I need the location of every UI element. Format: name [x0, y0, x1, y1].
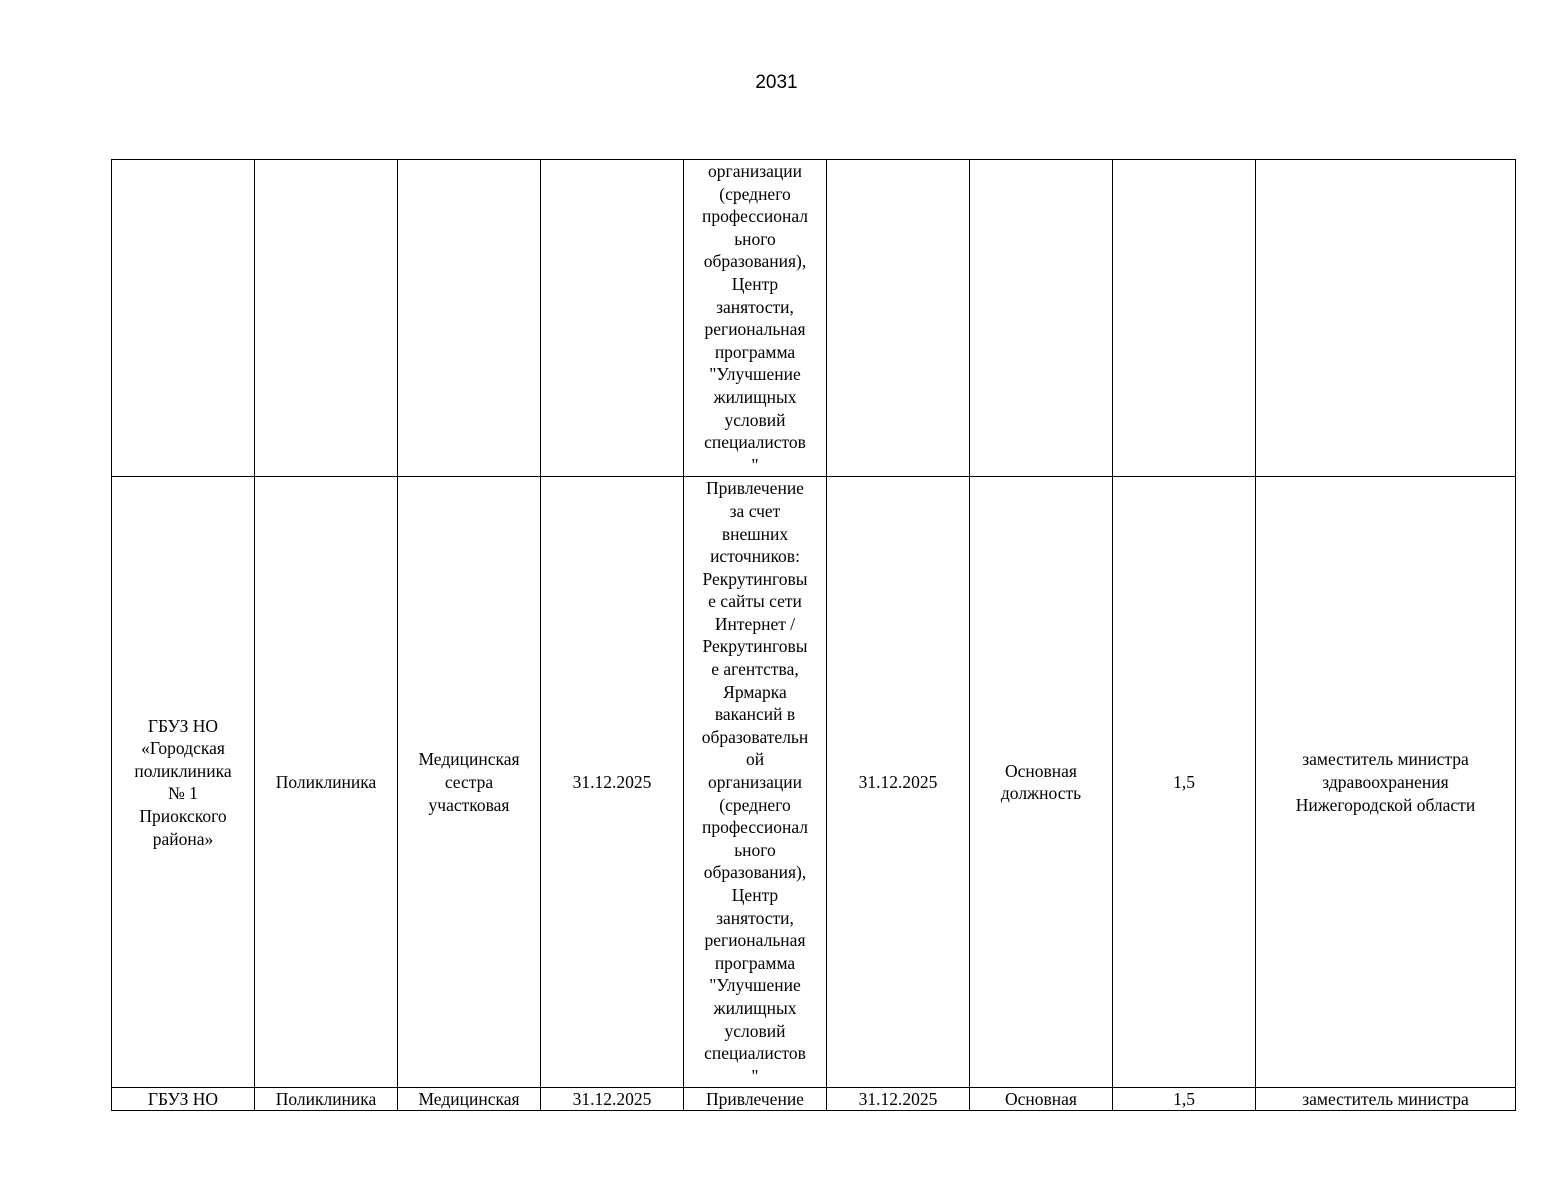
measures-cell: Привлечение — [684, 1088, 827, 1111]
rate-cell: 1,5 — [1113, 477, 1256, 1088]
position-type-cell: Основная — [970, 1088, 1113, 1111]
position-cell: Медицинская — [398, 1088, 541, 1111]
table-row — [112, 1088, 1516, 1111]
unit-cell: Поликлиника — [255, 477, 398, 1088]
table-row — [112, 160, 1516, 477]
date-to-cell — [827, 160, 970, 477]
position-type-cell — [970, 160, 1113, 477]
measures-cell: организации (среднего профессионал ьного образования), Центр занятости, региональная программа "Улучшение жилищных условий специалистов " — [684, 160, 827, 477]
org-cell — [112, 160, 255, 477]
date-to-cell: 31.12.2025 — [827, 477, 970, 1088]
date-to-cell: 31.12.2025 — [827, 1088, 970, 1111]
rate-cell: 1,5 — [1113, 1088, 1256, 1111]
date-from-cell — [541, 160, 684, 477]
rate-cell — [1113, 160, 1256, 477]
position-cell — [398, 160, 541, 477]
date-from-cell: 31.12.2025 — [541, 1088, 684, 1111]
org-cell: ГБУЗ НО «Городская поликлиника № 1 Приокского района» — [112, 477, 255, 1088]
position-cell: Медицинская сестра участковая — [398, 477, 541, 1088]
responsible-cell: заместитель министра — [1256, 1088, 1516, 1111]
date-from-cell: 31.12.2025 — [541, 477, 684, 1088]
responsible-cell: заместитель министра здравоохранения Нижегородской области — [1256, 477, 1516, 1088]
unit-cell — [255, 160, 398, 477]
unit-cell: Поликлиника — [255, 1088, 398, 1111]
position-type-cell: Основная должность — [970, 477, 1113, 1088]
org-cell: ГБУЗ НО — [112, 1088, 255, 1111]
measures-cell: Привлечение за счет внешних источников: Рекрутинговы е сайты сети Интернет / Рекрутинговы е агентства, Ярмарка вакансий в образовательн ой организации (среднего профессионал ьного образования), Центр занятости, региональная программа "Улучшение жилищных условий специалистов " — [684, 477, 827, 1088]
vacancy-table — [111, 159, 1516, 1111]
responsible-cell — [1256, 160, 1516, 477]
table-row — [112, 477, 1516, 1088]
page-number: 2031 — [755, 72, 798, 93]
